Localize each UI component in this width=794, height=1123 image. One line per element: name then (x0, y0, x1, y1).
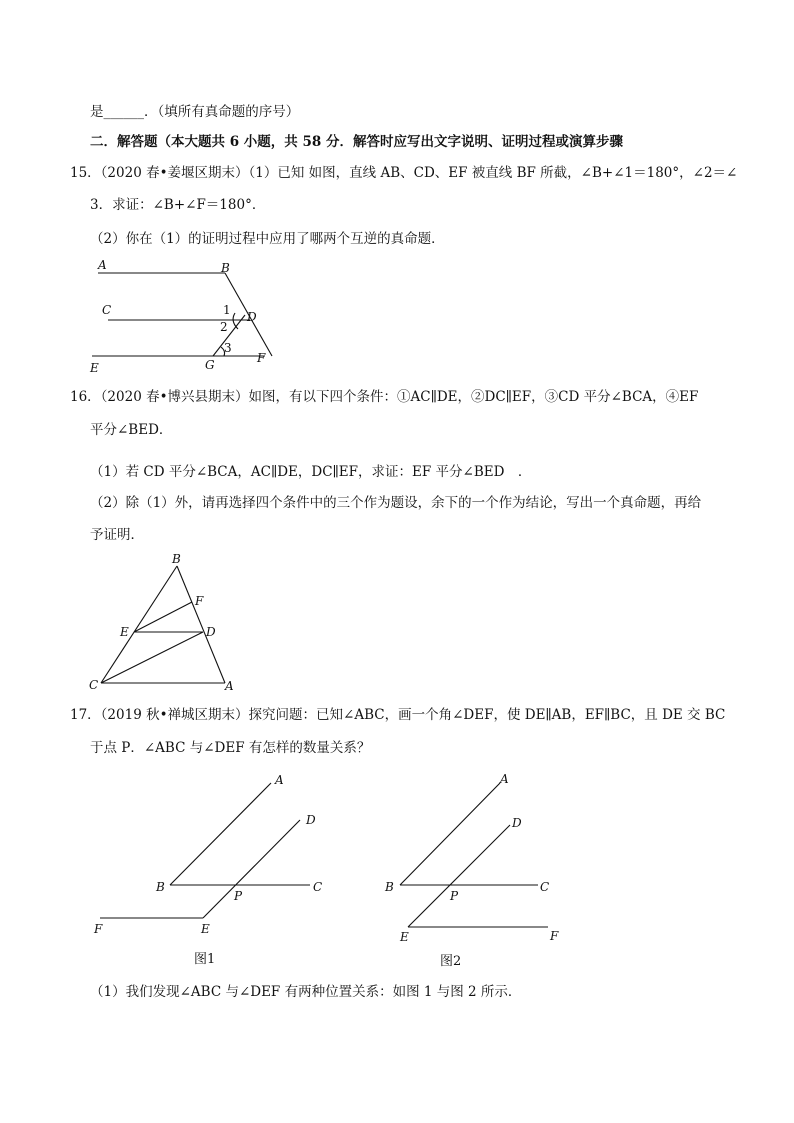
q14-tail-text: 是______．（填所有真命题的序号） (90, 104, 300, 120)
q16-line4: （2）除（1）外，请再选择四个条件中的三个作为题设，余下的一个作为结论，写出一个真命题，再给 (90, 495, 702, 511)
q16-figure (85, 550, 245, 695)
label-g: G (205, 358, 215, 372)
label-c: C (540, 880, 550, 894)
label-b: B (385, 880, 394, 894)
label-b: B (156, 880, 165, 894)
q16-line3: （1）若 CD 平分∠BCA，AC∥DE，DC∥EF，求证：EF 平分∠BED ． (90, 464, 532, 480)
q15-line1: 15．（2020 春•姜堰区期末）（1）已知 如图，直线 AB、CD、EF 被直线 BF 所截，∠B+∠1＝180°，∠2＝∠ (70, 165, 738, 181)
label-f: F (94, 922, 103, 936)
label-d: D (306, 813, 316, 827)
label-angle-1: 1 (223, 303, 231, 317)
label-p: P (234, 889, 243, 903)
label-a: A (275, 773, 284, 787)
segment-ef (134, 602, 192, 632)
side-bc (101, 566, 177, 683)
label-f: F (550, 929, 559, 943)
q16-line5: 予证明． (90, 527, 144, 543)
side-ba (177, 566, 225, 683)
q15-line3: （2）你在（1）的证明过程中应用了哪两个互逆的真命题． (90, 231, 445, 247)
label-e: E (201, 922, 210, 936)
q17-figure-2 (380, 765, 580, 945)
label-c: C (89, 678, 99, 692)
label-c: C (102, 303, 112, 317)
label-b: B (221, 261, 230, 275)
label-d: D (247, 310, 257, 324)
figure-2-caption: 图2 (440, 954, 462, 969)
q17-figure-1 (88, 765, 338, 940)
q16-line1: 16．（2020 春•博兴县期末）如图，有以下四个条件：①AC∥DE，②DC∥EF，③CD 平分∠BCA，④EF (70, 389, 699, 405)
label-a: A (98, 258, 107, 272)
label-e: E (400, 930, 409, 944)
q17-line3: （1）我们发现∠ABC 与∠DEF 有两种位置关系：如图 1 与图 2 所示． (90, 984, 522, 1000)
label-angle-2: 2 (220, 320, 228, 334)
line-ed (203, 820, 300, 918)
figure-1-caption: 图1 (194, 952, 216, 967)
q17-line2: 于点 P．∠ABC 与∠DEF 有怎样的数量关系？ (90, 740, 371, 756)
line-ba (400, 783, 500, 885)
segment-cd (101, 632, 203, 683)
label-d: D (512, 816, 522, 830)
label-f: F (257, 351, 266, 365)
label-p: P (450, 889, 459, 903)
angle-arc-1-2 (233, 313, 238, 329)
q15-figure (80, 255, 280, 375)
label-b: B (172, 552, 181, 566)
q17-line1: 17．（2019 秋•禅城区期末）探究问题：已知∠ABC，画一个角∠DEF，使 DE∥AB，EF∥BC，且 DE 交 BC (70, 707, 726, 723)
label-angle-3: 3 (224, 341, 232, 355)
label-e: E (90, 361, 99, 375)
label-c: C (313, 880, 323, 894)
label-a: A (500, 772, 509, 786)
line-ba (170, 783, 271, 885)
label-f: F (195, 594, 204, 608)
q15-line2: 3．求证：∠B+∠F＝180°． (90, 197, 266, 213)
label-a: A (225, 679, 234, 693)
q16-line2: 平分∠BED． (90, 422, 173, 438)
label-e: E (120, 625, 129, 639)
line-ed (408, 825, 510, 927)
label-d: D (206, 625, 216, 639)
section-heading: 二．解答题（本大题共 6 小题，共 58 分．解答时应写出文字说明、证明过程或演算步骤 (90, 134, 623, 150)
